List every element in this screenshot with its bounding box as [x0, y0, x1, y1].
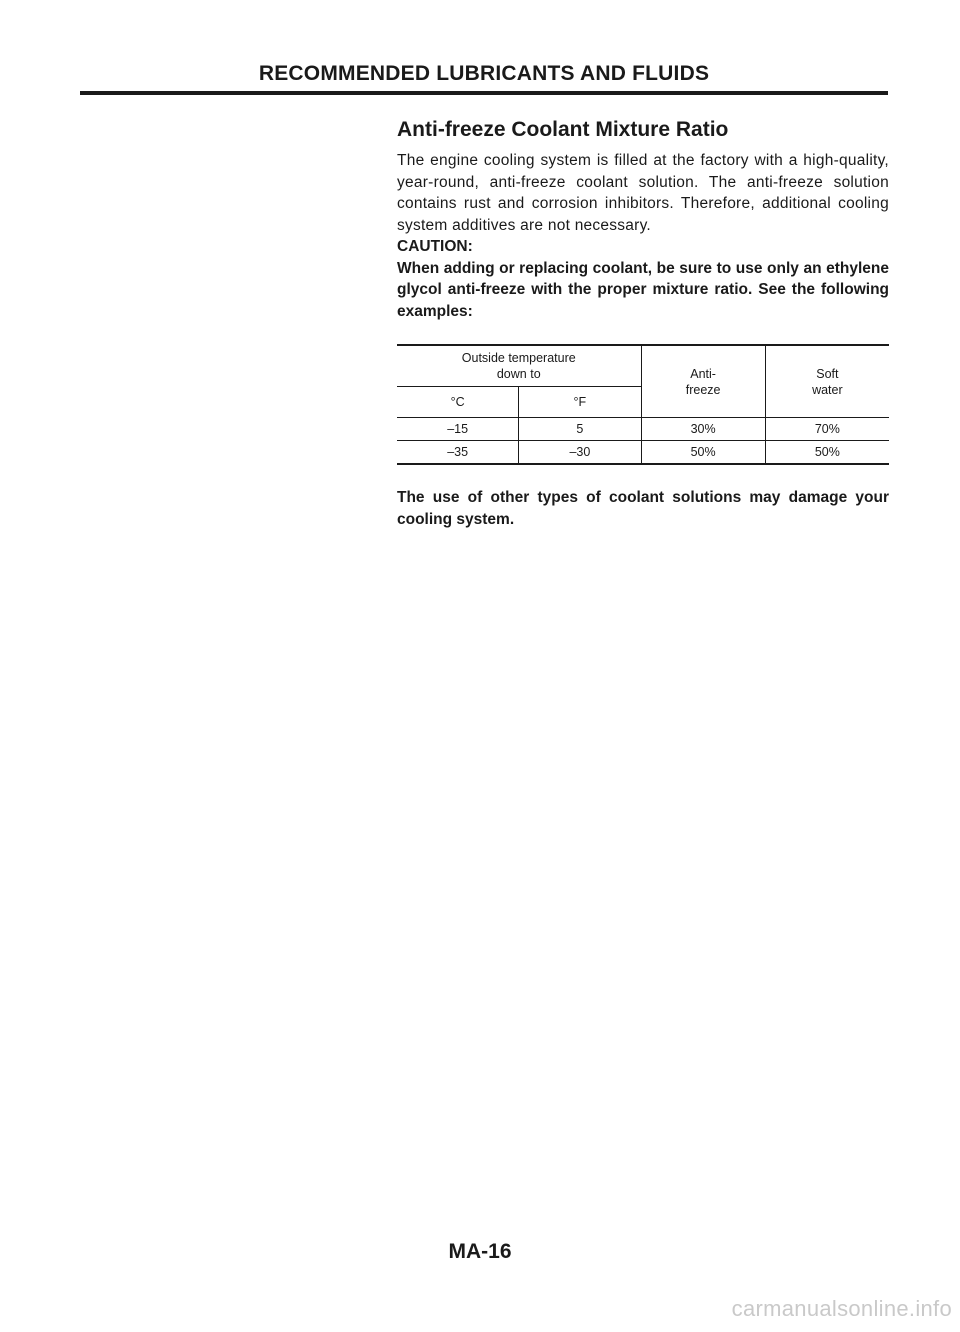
header-outside-temperature: Outside temperature down to [461, 351, 576, 381]
table-row [397, 418, 889, 441]
table-row [397, 441, 889, 465]
cell-soft-water: 70% [765, 418, 889, 441]
cell-celsius: –15 [397, 418, 519, 441]
caution-text: When adding or replacing coolant, be sure to use only an ethylene glycol anti-freeze with the proper mixture ratio. See the following examples: [397, 259, 889, 320]
section-title: Anti-freeze Coolant Mixture Ratio [397, 118, 729, 141]
mixture-ratio-table [397, 344, 889, 465]
header-fahrenheit: °F [519, 387, 641, 418]
header-antifreeze: Anti- freeze [641, 345, 765, 418]
content-column [397, 118, 889, 530]
page-header: RECOMMENDED LUBRICANTS AND FLUIDS [258, 62, 710, 85]
header-soft-water: Soft water [765, 345, 889, 418]
footer-note: The use of other types of coolant solutions may damage your cooling system. [397, 489, 889, 528]
cell-soft-water: 50% [765, 441, 889, 465]
header-rule [80, 91, 888, 95]
caution-label: CAUTION: [397, 238, 473, 255]
header-celsius: °C [397, 387, 519, 418]
cell-fahrenheit: 5 [519, 418, 641, 441]
intro-paragraph: The engine cooling system is filled at the factory with a high-quality, year-round, anti-freeze coolant solution. The anti-freeze solution contains rust and corrosion inhibitors. Therefore, additional cooling system additives are not necessary. [397, 152, 889, 234]
cell-fahrenheit: –30 [519, 441, 641, 465]
page-number: MA-16 [448, 1240, 512, 1263]
cell-celsius: –35 [447, 445, 469, 459]
cell-antifreeze: 50% [641, 441, 765, 465]
cell-antifreeze: 30% [641, 418, 765, 441]
watermark: carmanualsonline.info [731, 1296, 952, 1321]
